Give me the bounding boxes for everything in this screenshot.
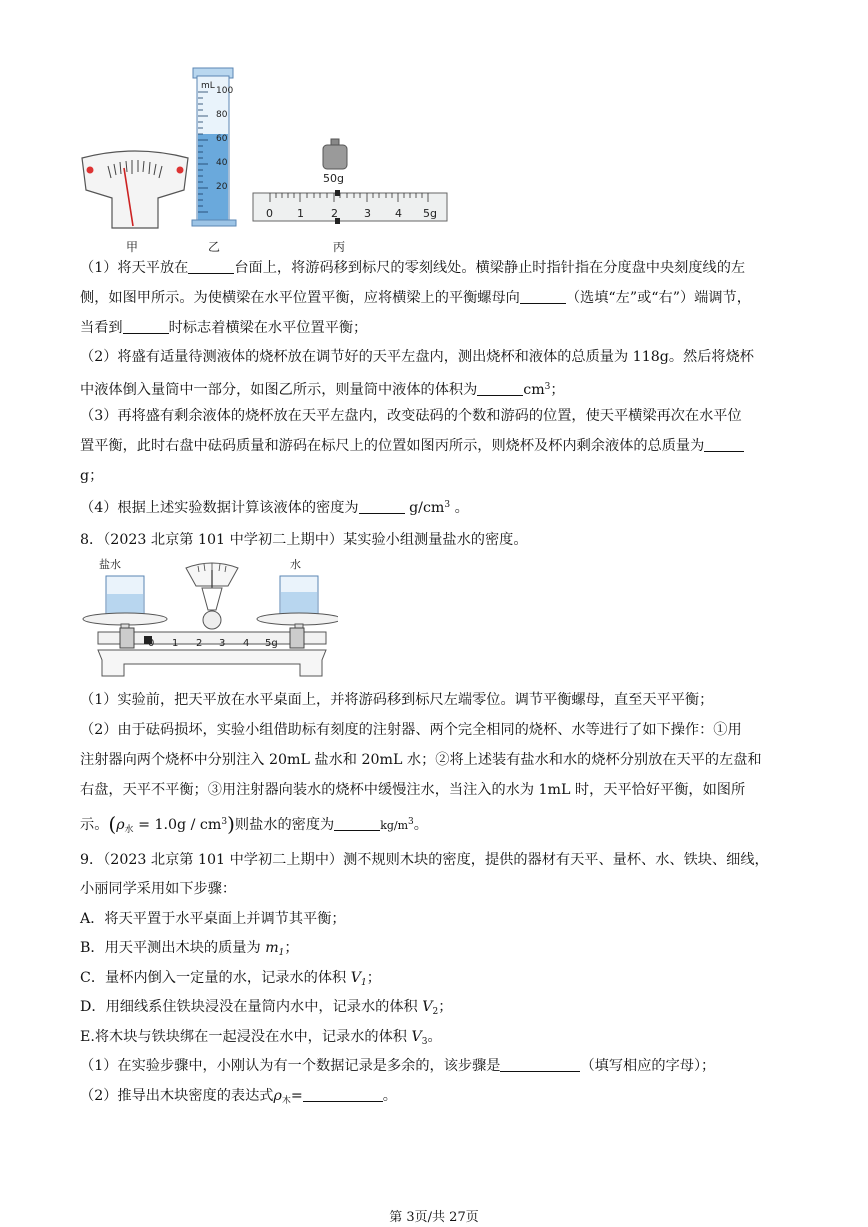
q8-part2-line2: 注射器向两个烧杯中分别注入 20mL 盐水和 20mL 水；②将上述装有盐水和水的烧杯分别放在天平的左盘和 [80,752,762,768]
q7-part3-line3: g； [80,468,104,484]
q9-step-d: D．用细线系住铁块浸没在量筒内水中，记录水的体积 $V_2$； [80,999,453,1017]
cylinder-tick-20: 20 [216,182,228,192]
q9-step-e: E.将木块与铁块绑在一起浸没在水中，记录水的体积 $V_3$。 [80,1029,442,1047]
balance-ruler-tick-1: 1 [172,638,179,649]
q7-part1-line3: 当看到 时标志着横梁在水平位置平衡； [80,320,368,336]
page-footer: 第 3页/共 27页 [389,1210,479,1225]
figure-caption-jia: 甲 [126,240,139,254]
figure-caption-yi: 乙 [208,240,221,254]
balance-ruler-tick-3: 3 [219,638,226,649]
q8-part2-line4: 示。$(\rho_水 = 1.0g / cm^3)$则盐水的密度为 $kg/m^3$。 [80,812,428,836]
answer-blank[interactable] [303,1087,383,1102]
cylinder-tick-80: 80 [216,110,228,120]
answer-blank[interactable] [500,1057,580,1072]
ruler-tick-1: 1 [297,207,304,220]
answer-blank[interactable] [334,816,380,831]
q9-step-b: B．用天平测出木块的质量为 $m_1$； [80,940,299,958]
q7-part3-line1: （3）再将盛有剩余液体的烧杯放在天平左盘内，改变砝码的个数和游码的位置，使天平横梁再次在水平位 [80,408,742,424]
figure-caption-bing: 丙 [333,240,346,254]
answer-blank[interactable] [123,319,169,334]
q8-title: 8．（2023 北京第 101 中学初二上期中）某实验小组测量盐水的密度。 [80,532,528,548]
cylinder-tick-100: 100 [216,86,234,96]
answer-blank[interactable] [359,499,405,514]
answer-blank[interactable] [477,381,523,396]
ruler-tick-4: 4 [395,207,402,220]
balance-ruler-tick-0: 0 [148,638,155,649]
q7-part1-line2: 侧，如图甲所示。为使横梁在水平位置平衡，应将横梁上的平衡螺母向 （选填“左”或“右”）端调节， [80,290,751,306]
q9-step-a: A．将天平置于水平桌面上并调节其平衡； [80,911,346,927]
q9-sub2: （2）推导出木块密度的表达式$\rho_木=$ 。 [80,1088,397,1106]
beaker-label-water: 水 [290,558,301,571]
balance-pointer-dial-figure [80,150,190,232]
ruler-tick-3: 3 [364,207,371,220]
q9-title-line2: 小丽同学采用如下步骤： [80,881,237,897]
cylinder-unit: mL [201,81,215,91]
q9-title-line1: 9．（2023 北京第 101 中学初二上期中）测不规则木块的密度，提供的器材有天平、量杯、水、铁块、细线， [80,852,769,868]
balance-ruler-tick-5g: 5g [265,638,278,649]
weight-50g-icon [320,138,350,170]
ruler-tick-2: 2 [331,207,338,220]
cylinder-tick-40: 40 [216,158,228,168]
q9-sub1: （1）在实验步骤中，小刚认为有一个数据记录是多余的，该步骤是 （填写相应的字母）； [80,1058,716,1074]
q7-part1-line1: （1）将天平放在 台面上，将游码移到标尺的零刻线处。横梁静止时指针指在分度盘中央刻度线的左 [80,260,746,276]
q7-part4-line1: （4）根据上述实验数据计算该液体的密度为 $g/cm^3$ 。 [80,500,469,516]
q7-part2-line1: （2）将盛有适量待测液体的烧杯放在调节好的天平左盘内，测出烧杯和液体的总质量为 118g。然后将烧杯 [80,349,754,365]
ruler-tick-5g: 5g [423,207,437,220]
answer-blank[interactable] [704,437,744,452]
q9-step-c: C．量杯内倒入一定量的水，记录水的体积 $V_1$； [80,970,381,988]
answer-blank[interactable] [520,289,566,304]
ruler-tick-0: 0 [266,207,273,220]
balance-ruler-tick-2: 2 [196,638,203,649]
weight-label: 50g [323,172,344,185]
cylinder-tick-60: 60 [216,134,228,144]
q7-part2-line2: 中液体倒入量筒中一部分，如图乙所示，则量筒中液体的体积为 $cm^3$； [80,382,565,398]
balance-ruler-tick-4: 4 [243,638,250,649]
beaker-label-salt-water: 盐水 [99,558,121,571]
answer-blank[interactable] [188,259,234,274]
q7-part3-line2: 置平衡，此时右盘中砝码质量和游码在标尺上的位置如图丙所示，则烧杯及杯内剩余液体的总质量为 [80,436,744,456]
q8-part1: （1）实验前，把天平放在水平桌面上，并将游码移到标尺左端零位。调节平衡螺母，直至天平平衡； [80,692,714,708]
q8-part2-line3: 右盘，天平不平衡；③用注射器向装水的烧杯中缓慢注水，当注入的水为 1mL 时，天平恰好平衡，如图所 [80,782,746,798]
balance-with-beakers-figure [78,558,338,682]
q8-part2-line1: （2）由于砝码损坏，实验小组借助标有刻度的注射器、两个完全相同的烧杯、水等进行了如下操作：①用 [80,722,742,738]
rider-scale-ruler [252,190,448,224]
